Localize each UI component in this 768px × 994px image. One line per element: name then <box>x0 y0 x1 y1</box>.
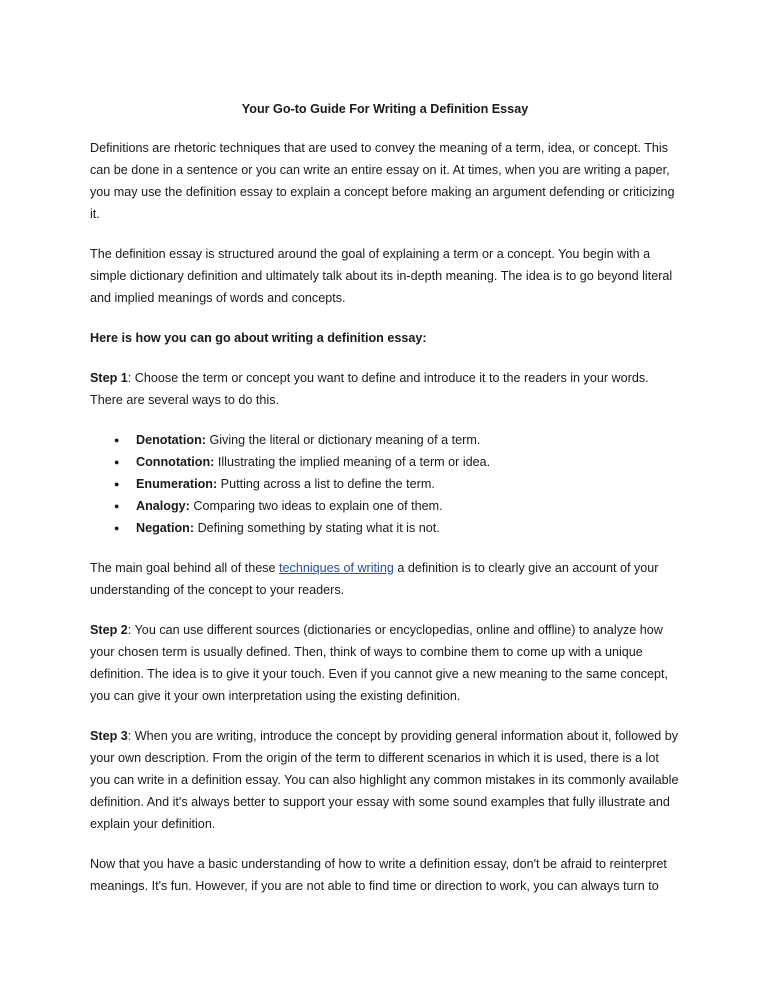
section-heading: Here is how you can go about writing a definition essay: <box>90 331 427 345</box>
step-1-label: Step 1 <box>90 371 128 385</box>
list-item-text: Giving the literal or dictionary meaning of a term. <box>205 433 481 447</box>
list-item-term: Denotation: <box>136 433 206 447</box>
document-page <box>90 98 680 897</box>
step-3-paragraph <box>90 725 680 835</box>
list-item-text: Putting across a list to define the term. <box>217 477 435 491</box>
list-item <box>90 451 680 473</box>
main-goal-text-before: The main goal behind all of these <box>90 561 280 575</box>
bullet-icon: ● <box>114 435 120 445</box>
paragraph-main-goal <box>90 557 680 601</box>
bullet-icon: ● <box>114 523 120 533</box>
step-1-text: : Choose the term or concept you want to define and introduce it to the readers in your words. There are several ways to do this. <box>90 371 649 407</box>
step-1-paragraph <box>90 367 680 411</box>
list-item <box>90 517 680 539</box>
list-item-term: Negation: <box>136 521 195 535</box>
list-item <box>90 473 680 495</box>
list-item-term: Connotation: <box>136 455 215 469</box>
step-2-text: : You can use different sources (dictionaries or encyclopedias, online and offline) to analyze how your chosen term is usually defined. Then, think of ways to combine them to come up with a unique definition. The idea is to give it your touch. Even if you cannot give a new meaning to the same concept, you can give it your own interpretation using the existing definition. <box>90 623 669 703</box>
list-item <box>90 429 680 451</box>
main-goal-text-after: a definition is to clearly give an account of your understanding of the concept to your readers. <box>90 561 659 597</box>
paragraph-conclusion: Now that you have a basic understanding of how to write a definition essay, don't be afraid to reinterpret meanings. It's fun. However, if you are not able to find time or direction to work, you can always turn to <box>90 857 667 893</box>
step-3-label: Step 3 <box>90 729 128 743</box>
step-2-paragraph <box>90 619 680 707</box>
bullet-icon: ● <box>114 457 120 467</box>
list-item-text: Defining something by stating what it is not. <box>194 521 440 535</box>
step-3-text: : When you are writing, introduce the concept by providing general information about it, followed by your own description. From the origin of the term to different scenarios in which it is used, there is a lot you can write in a definition essay. You can also highlight any common mistakes in its commonly available definition. And it's always better to support your essay with some sound examples that fully illustrate and explain your definition. <box>90 729 679 831</box>
bullet-icon: ● <box>114 501 120 511</box>
definition-methods-list <box>90 429 680 539</box>
list-item-term: Enumeration: <box>136 477 218 491</box>
paragraph-intro: Definitions are rhetoric techniques that are used to convey the meaning of a term, idea, or concept. This can be done in a sentence or you can write an entire essay on it. At times, when you are writing a paper, you may use the definition essay to explain a concept before making an argument defending or criticizing it. <box>90 141 675 221</box>
document-title: Your Go-to Guide For Writing a Definition Essay <box>241 102 529 116</box>
bullet-icon: ● <box>114 479 120 489</box>
techniques-of-writing-link[interactable]: techniques of writing <box>279 561 394 575</box>
list-item <box>90 495 680 517</box>
list-item-term: Analogy: <box>136 499 190 513</box>
paragraph-structure: The definition essay is structured around the goal of explaining a term or a concept. You begin with a simple dictionary definition and ultimately talk about its in-depth meaning. The idea is to go beyond literal and implied meanings of words and concepts. <box>90 247 673 305</box>
step-2-label: Step 2 <box>90 623 128 637</box>
list-item-text: Comparing two ideas to explain one of them. <box>189 499 443 513</box>
list-item-text: Illustrating the implied meaning of a term or idea. <box>214 455 491 469</box>
